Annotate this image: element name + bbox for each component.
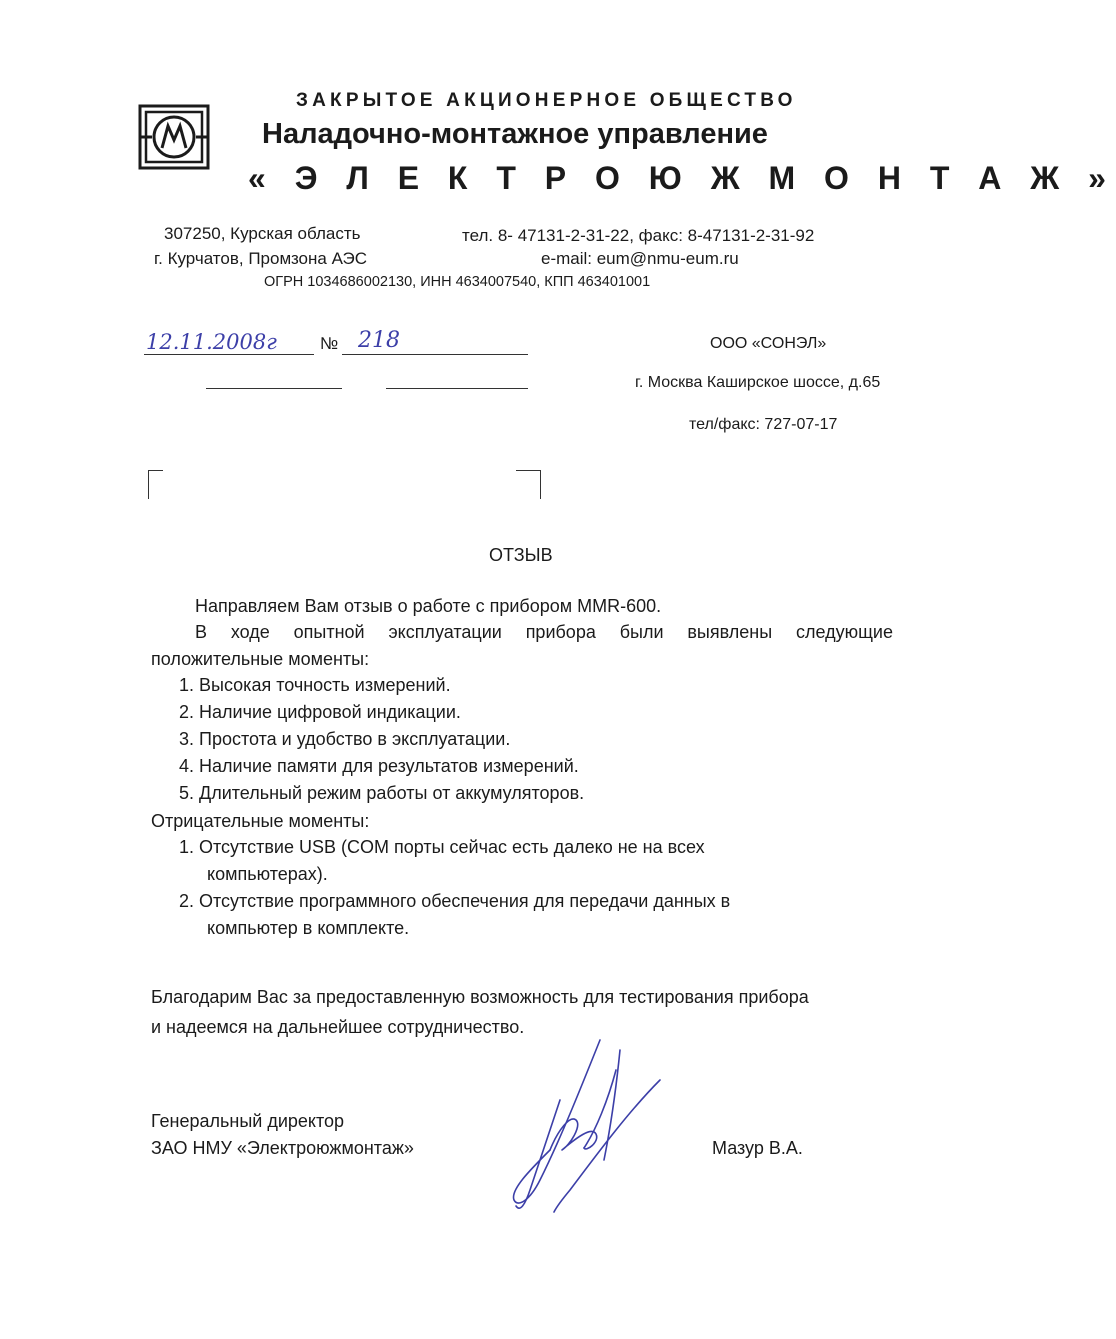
closing-line-1: Благодарим Вас за предоставленную возможность для тестирования прибора (151, 987, 809, 1007)
company-logo-icon (138, 104, 210, 170)
company-name: Наладочно-монтажное управление (262, 118, 768, 150)
letter-title: ОТЗЫВ (489, 545, 553, 565)
closing-line-2: и надеемся на дальнейшее сотрудничество. (151, 1017, 525, 1037)
negative-item-2-line-1: 2. Отсутствие программного обеспечения для передачи данных в (179, 891, 731, 911)
company-brand: « Э Л Е К Т Р О Ю Ж М О Н Т А Ж » (248, 160, 1116, 196)
signer-position-line-2: ЗАО НМУ «Электроюжмонтаж» (151, 1138, 414, 1158)
negative-header: Отрицательные моменты: (151, 811, 370, 831)
outgoing-number: 218 (358, 328, 400, 353)
positive-item: 4. Наличие памяти для результатов измерений. (179, 756, 579, 776)
negative-item-2-line-2: компьютер в комплекте. (207, 918, 410, 938)
number-line (342, 354, 528, 355)
email: e-mail: eum@nmu-eum.ru (541, 249, 739, 268)
address-line-1: 307250, Курская область (164, 224, 361, 243)
positive-item: 5. Длительный режим работы от аккумуляторов. (179, 783, 585, 803)
corner-mark-right (516, 470, 541, 499)
letter-paragraph-line-2: положительные моменты: (151, 649, 370, 669)
ref-number-line (386, 388, 528, 389)
negative-item-1-line-1: 1. Отсутствие USB (COM порты сейчас есть далеко не на всех (179, 837, 705, 857)
date-line (144, 354, 314, 355)
ref-date-line (206, 388, 342, 389)
address-line-2: г. Курчатов, Промзона АЭС (154, 249, 368, 268)
number-sign: № (320, 334, 339, 353)
letter-intro: Направляем Вам отзыв о работе с прибором MMR-600. (195, 596, 662, 616)
positive-item: 2. Наличие цифровой индикации. (179, 702, 461, 722)
handwritten-signature-icon (500, 1030, 670, 1220)
recipient-name: ООО «СОНЭЛ» (710, 335, 827, 352)
outgoing-date: 12.11.2008г (146, 330, 277, 354)
negative-item-1-line-2: компьютерах). (207, 864, 328, 884)
recipient-phone: тел/факс: 727-07-17 (689, 416, 838, 433)
company-requisites: ОГРН 1034686002130, ИНН 4634007540, КПП 463401001 (264, 274, 651, 290)
letter-paragraph-line-1: В ходе опытной эксплуатации прибора были выявлены следующие (195, 622, 893, 642)
phone-fax: тел. 8- 47131-2-31-22, факс: 8-47131-2-31-92 (462, 226, 815, 245)
positive-item: 1. Высокая точность измерений. (179, 675, 451, 695)
signer-name: Мазур В.А. (712, 1138, 803, 1158)
company-type: ЗАКРЫТОЕ АКЦИОНЕРНОЕ ОБЩЕСТВО (296, 90, 797, 111)
positive-item: 3. Простота и удобство в эксплуатации. (179, 729, 511, 749)
recipient-address: г. Москва Каширское шоссе, д.65 (635, 374, 881, 391)
signer-position-line-1: Генеральный директор (151, 1111, 345, 1131)
corner-mark-left (148, 470, 163, 499)
